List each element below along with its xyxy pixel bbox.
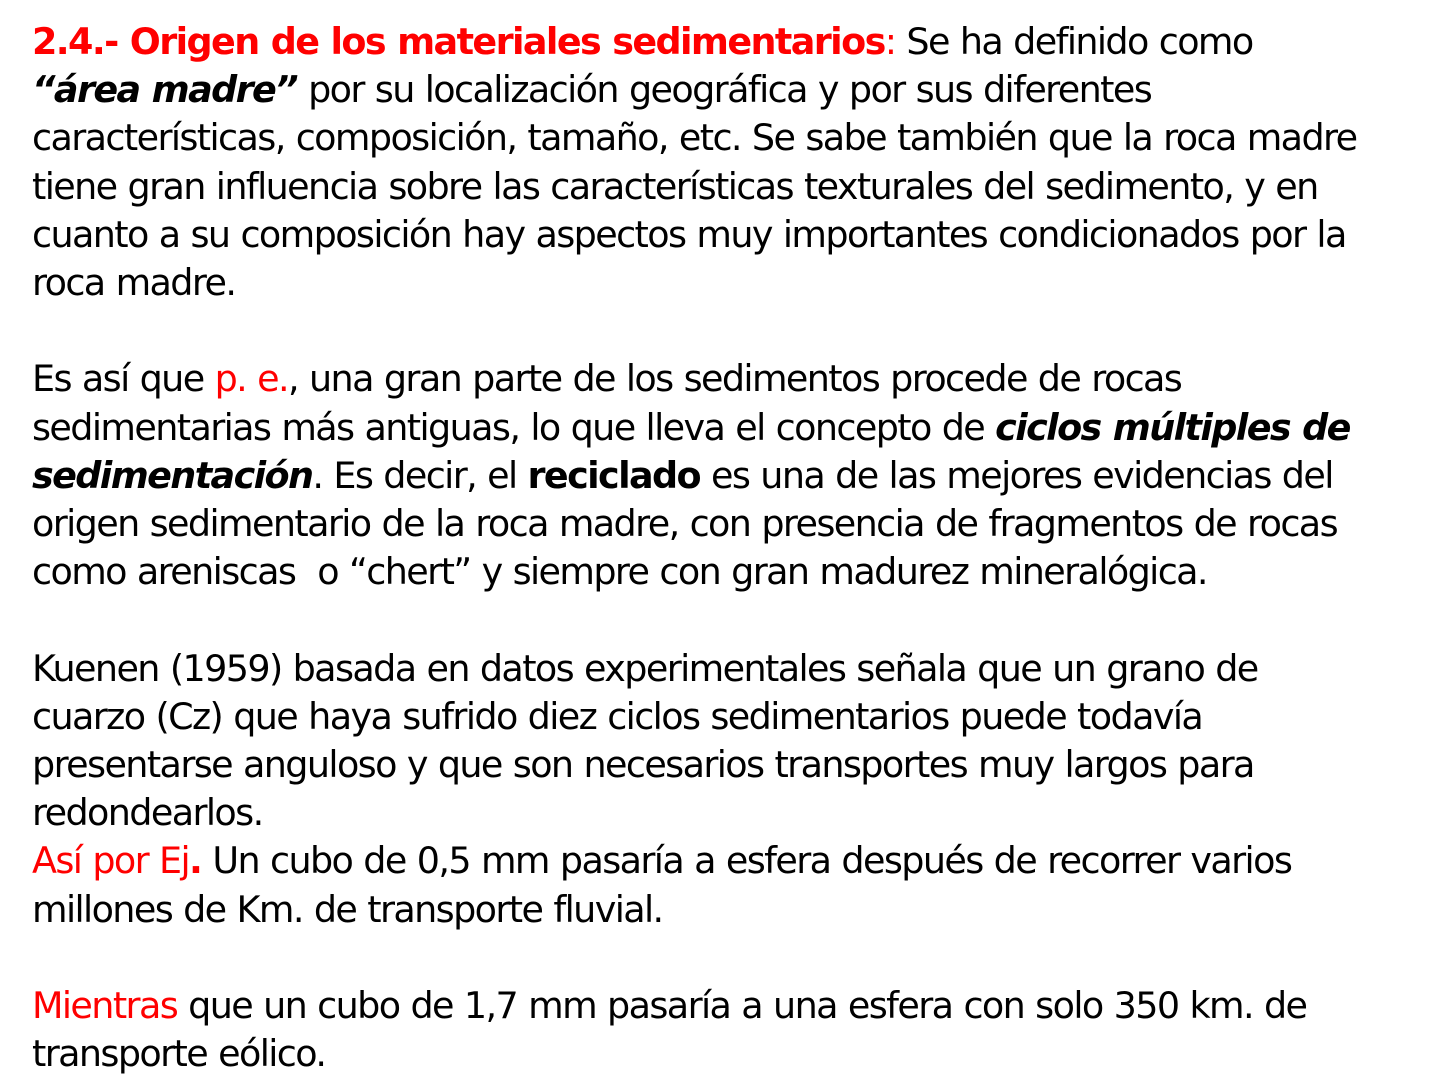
text-line: redondearlos. (32, 791, 263, 835)
text-segment: sedimentarias más antiguas, lo que lleva el concepto de (32, 405, 996, 449)
text-line: transporte eólico. (32, 1032, 326, 1076)
text-segment: Un cubo de 0,5 mm pasaría a esfera después de recorrer varios (201, 839, 1292, 883)
heading-colon: : (884, 20, 896, 63)
highlight-dot: . (189, 839, 202, 883)
text-segment: por su localización geográfica y por sus diferentes (297, 68, 1152, 112)
text-segment: Es así que (32, 357, 215, 401)
text-line (32, 982, 1422, 1030)
text-segment: Se ha definido como (895, 20, 1253, 63)
paragraph-area-madre (32, 18, 1422, 307)
paragraph-ciclos-multiples (32, 355, 1422, 596)
text-line (32, 18, 1422, 66)
highlight-asi-por-ej: Así por Ej (32, 839, 190, 883)
text-line: millones de Km. de transporte fluvial. (32, 887, 663, 931)
text-segment: , una gran parte de los sedimentos procede de rocas (288, 357, 1182, 401)
text-line: tiene gran influencia sobre las características texturales del sedimento, y en (32, 164, 1318, 208)
highlight-mientras: Mientras (32, 984, 178, 1028)
text-line: presentarse anguloso y que son necesarios transportes muy largos para (32, 743, 1254, 787)
section-heading: 2.4.- Origen de los materiales sedimentarios (32, 20, 885, 63)
text-line (32, 66, 1422, 114)
highlight-pe: p. e. (214, 357, 289, 401)
text-line: cuarzo (Cz) que haya sufrido diez ciclos sedimentarios puede todavía (32, 694, 1203, 738)
term-sedimentacion: sedimentación (32, 453, 313, 497)
term-reciclado: reciclado (527, 453, 701, 497)
text-line: características, composición, tamaño, etc. Se sabe también que la roca madre (32, 116, 1357, 160)
paragraph-mientras (32, 982, 1422, 1078)
text-line (32, 355, 1422, 403)
term-area-madre: “área madre” (32, 68, 298, 112)
text-line (32, 452, 1422, 500)
text-line: como areniscas o “chert” y siempre con gran madurez mineralógica. (32, 550, 1207, 594)
text-line: roca madre. (32, 261, 236, 305)
text-segment: es una de las mejores evidencias del (700, 453, 1333, 497)
text-line: Kuenen (1959) basada en datos experimentales señala que un grano de (32, 646, 1258, 690)
text-segment: . Es decir, el (312, 453, 528, 497)
text-line (32, 837, 1422, 885)
document-page (32, 18, 1422, 1078)
text-line: origen sedimentario de la roca madre, con presencia de fragmentos de rocas (32, 502, 1337, 546)
text-line (32, 404, 1422, 452)
paragraph-kuenen (32, 645, 1422, 934)
text-line: cuanto a su composición hay aspectos muy importantes condicionados por la (32, 212, 1346, 256)
term-ciclos-multiples: ciclos múltiples de (995, 405, 1350, 449)
text-segment: que un cubo de 1,7 mm pasaría a una esfera con solo 350 km. de (177, 984, 1307, 1028)
